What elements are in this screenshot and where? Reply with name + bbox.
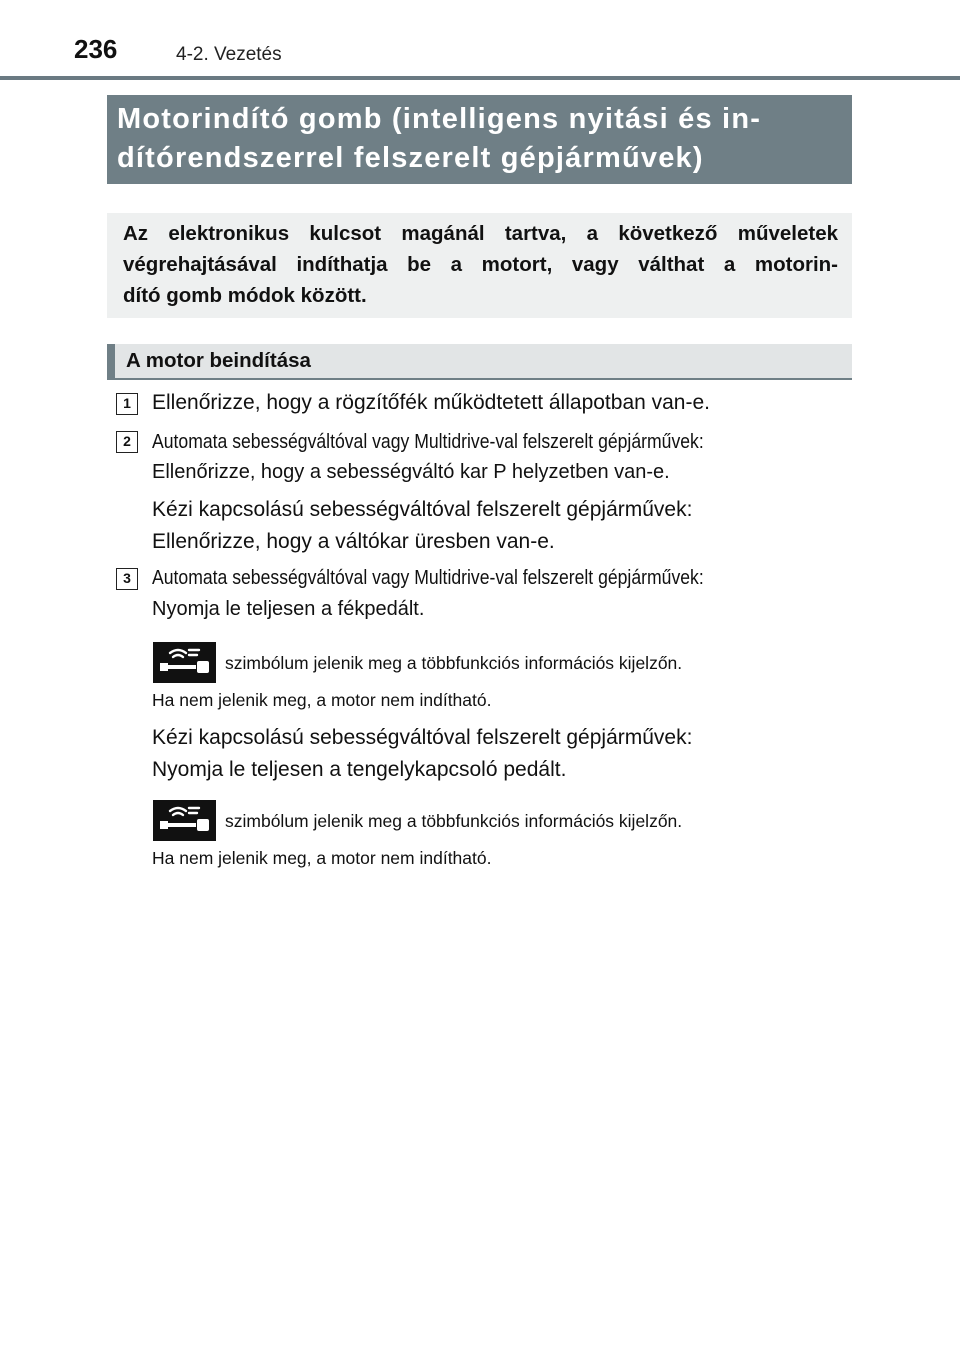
step-3-symbol-note-1: szimbólum jelenik meg a többfunkciós információs kijelzőn. — [225, 653, 683, 673]
step-3-warning-1: Ha nem jelenik meg, a motor nem indítható. — [152, 690, 492, 710]
section-label: 4-2. Vezetés — [176, 44, 282, 65]
step-2-line-3: Kézi kapcsolású sebességváltóval felszerelt gépjárművek: — [152, 498, 693, 521]
step-3-line-6: Nyomja le teljesen a tengelykapcsoló pedált. — [152, 758, 567, 781]
step-3-line-2: Nyomja le teljesen a fékpedált. — [152, 598, 425, 620]
step-1-text: Ellenőrizze, hogy a rögzítőfék működtetett állapotban van-e. — [152, 391, 710, 414]
step-2-badge: 2 — [116, 431, 138, 453]
smart-key-indicator-icon — [153, 642, 216, 683]
header-divider — [0, 76, 960, 80]
page-title-line-1: Motorindító gomb (intelligens nyitási és in- — [117, 103, 762, 135]
smart-key-indicator-icon — [153, 800, 216, 841]
subheading-text: A motor beindítása — [126, 349, 311, 372]
step-3-warning-2: Ha nem jelenik meg, a motor nem indítható. — [152, 848, 492, 868]
page-title — [107, 95, 852, 184]
intro-box — [107, 213, 852, 318]
page-title-line-2: dítórendszerrel felszerelt gépjárművek) — [117, 142, 704, 174]
step-3-badge: 3 — [116, 568, 138, 590]
subheading-bar — [107, 344, 115, 378]
step-2-line-1: Automata sebességváltóval vagy Multidrive-val felszerelt gépjárművek: — [152, 431, 704, 453]
step-3-symbol-note-2: szimbólum jelenik meg a többfunkciós információs kijelzőn. — [225, 811, 683, 831]
subheading — [107, 344, 852, 380]
intro-line-1: Az elektronikus kulcsot magánál tartva, a következő műveletek — [123, 222, 838, 245]
step-3-line-1: Automata sebességváltóval vagy Multidrive-val felszerelt gépjárművek: — [152, 567, 704, 589]
intro-line-2: végrehajtásával indíthatja be a motort, vagy válthat a motorin- — [123, 253, 838, 276]
page-number: 236 — [74, 34, 118, 64]
step-1-badge: 1 — [116, 393, 138, 415]
step-3-line-5: Kézi kapcsolású sebességváltóval felszerelt gépjárművek: — [152, 726, 693, 749]
intro-line-3: dító gomb módok között. — [123, 284, 367, 307]
step-2-line-2: Ellenőrizze, hogy a sebességváltó kar P helyzetben van-e. — [152, 461, 670, 483]
step-2-line-4: Ellenőrizze, hogy a váltókar üresben van-e. — [152, 530, 555, 553]
